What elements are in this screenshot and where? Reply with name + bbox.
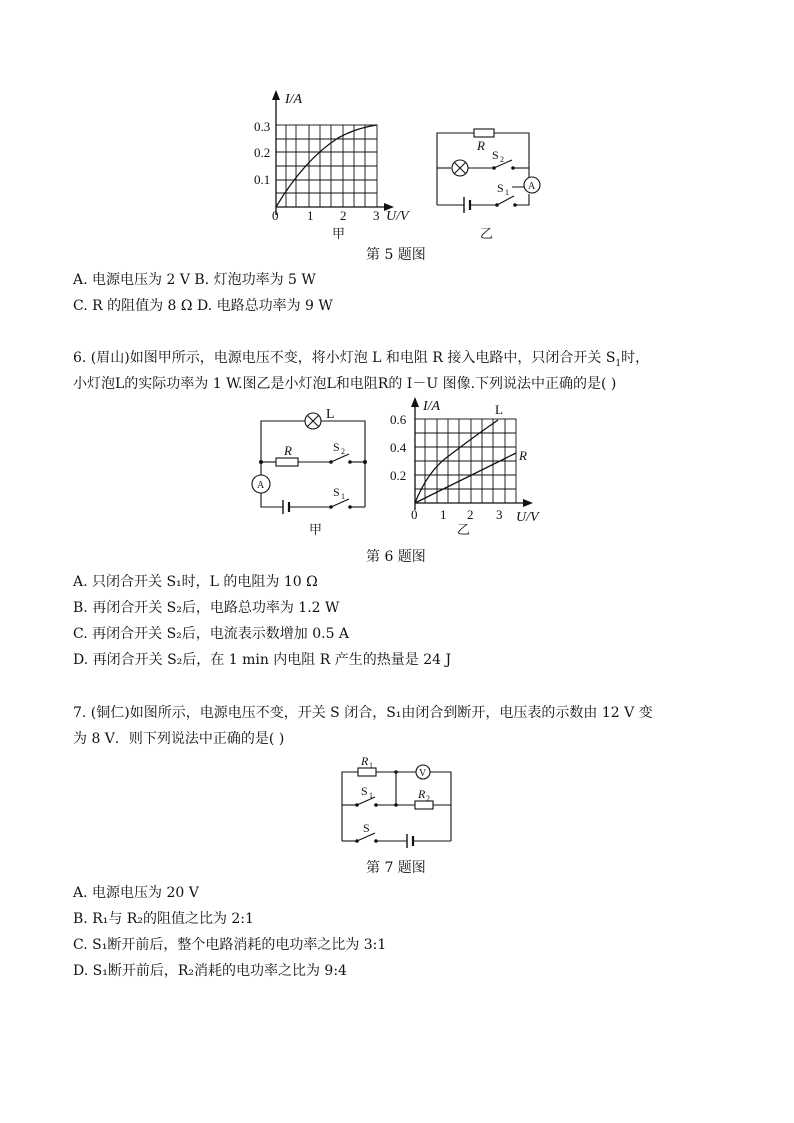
q6-y-tick: 0.4 xyxy=(390,440,407,455)
q6-line-R-label: R xyxy=(519,448,527,463)
q7-stem-line2: 为 8 V．则下列说法中正确的是( ) xyxy=(73,731,285,747)
q5-S1-sub: 1 xyxy=(505,188,509,197)
q7-R1-sub: 1 xyxy=(369,761,373,770)
q5-x-tick: 0 xyxy=(272,208,279,223)
q5-S1-label: S xyxy=(497,181,504,195)
q7-caption: 第 7 题图 xyxy=(366,860,426,876)
q6-x-tick: 1 xyxy=(440,507,447,522)
q5-yi-label: 乙 xyxy=(480,226,494,241)
q6-option-c: C. 再闭合开关 S₂后，电流表示数增加 0.5 A xyxy=(73,626,350,642)
q7-option-b: B. R₁与 R₂的阻值之比为 2:1 xyxy=(73,911,254,927)
q7-R1-label: R xyxy=(361,754,369,768)
q5-x-tick: 1 xyxy=(307,208,314,223)
q6-S2-label: S xyxy=(333,440,340,454)
q5-ammeter-label: A xyxy=(528,181,536,192)
q5-y-label: I/A xyxy=(285,92,303,107)
q6-R-label: R xyxy=(284,443,292,458)
q6-option-b: B. 再闭合开关 S₂后，电路总功率为 1.2 W xyxy=(73,600,340,616)
q6-y-label: I/A xyxy=(423,399,441,414)
q6-S1-sub: 1 xyxy=(341,492,345,501)
q6-x-tick: 2 xyxy=(467,507,474,522)
q6-x-tick: 0 xyxy=(411,507,418,522)
q7-option-c: C. S₁断开前后，整个电路消耗的电功率之比为 3:1 xyxy=(73,937,387,953)
q7-option-a: A. 电源电压为 20 V xyxy=(73,885,199,901)
q6-S1-label: S xyxy=(333,485,340,499)
q6-stem-line2: 小灯泡L的实际功率为 1 W.图乙是小灯泡L和电阻R的 I－U 图像.下列说法中正确的是( ) xyxy=(73,376,617,392)
q5-S2-sub: 2 xyxy=(500,155,504,164)
q6-y-tick: 0.6 xyxy=(390,412,407,427)
q7-S1-label: S xyxy=(361,784,368,798)
q5-x-tick: 2 xyxy=(340,208,347,223)
q7-S-label: S xyxy=(363,821,370,835)
q5-option-ab: A. 电源电压为 2 V B. 灯泡功率为 5 W xyxy=(73,272,316,288)
q7-V-label: V xyxy=(419,768,427,779)
q5-jia-label: 甲 xyxy=(332,226,346,241)
q6-ammeter-label: A xyxy=(257,480,265,491)
q6-option-a: A. 只闭合开关 S₁时，L 的电阻为 10 Ω xyxy=(73,574,318,590)
q6-S2-sub: 2 xyxy=(341,447,345,456)
q6-x-tick: 3 xyxy=(496,507,503,522)
q5-S2-label: S xyxy=(492,148,499,162)
q7-R2-sub: 2 xyxy=(426,794,430,803)
q5-y-tick: 0.2 xyxy=(254,145,271,160)
q6-option-d: D. 再闭合开关 S₂后，在 1 min 内电阻 R 产生的热量是 24 J xyxy=(73,652,452,668)
q7-option-d: D. S₁断开前后，R₂消耗的电功率之比为 9:4 xyxy=(73,963,347,979)
q6-caption: 第 6 题图 xyxy=(366,549,426,565)
q5-y-tick: 0.3 xyxy=(254,119,271,134)
q7-stem-line1: 7. (铜仁)如图所示，电源电压不变，开关 S 闭合，S₁由闭合到断开，电压表的示数由 12 V 变 xyxy=(73,705,653,721)
q6-stem-line1: 6. (眉山)如图甲所示，电源电压不变，将小灯泡 L 和电阻 R 接入电路中，只闭合开关 $S_1$时， xyxy=(73,350,650,369)
q6-L-label: L xyxy=(326,407,335,422)
q5-x-label: U/V xyxy=(386,209,409,224)
q5-x-tick: 3 xyxy=(373,208,380,223)
q7-R2-label: R xyxy=(418,787,426,801)
q6-jia-label: 甲 xyxy=(309,522,323,537)
q6-yi-label: 乙 xyxy=(457,522,471,537)
q6-curve-L-label: L xyxy=(495,402,503,417)
q6-x-label: U/V xyxy=(516,510,539,525)
q5-y-tick: 0.1 xyxy=(254,172,271,187)
q7-S1-sub: 1 xyxy=(369,791,373,800)
q5-caption: 第 5 题图 xyxy=(366,247,426,263)
q5-R-label: R xyxy=(477,138,485,153)
q5-option-cd: C. R 的阻值为 8 Ω D. 电路总功率为 9 W xyxy=(73,298,333,314)
q6-y-tick: 0.2 xyxy=(390,468,407,483)
